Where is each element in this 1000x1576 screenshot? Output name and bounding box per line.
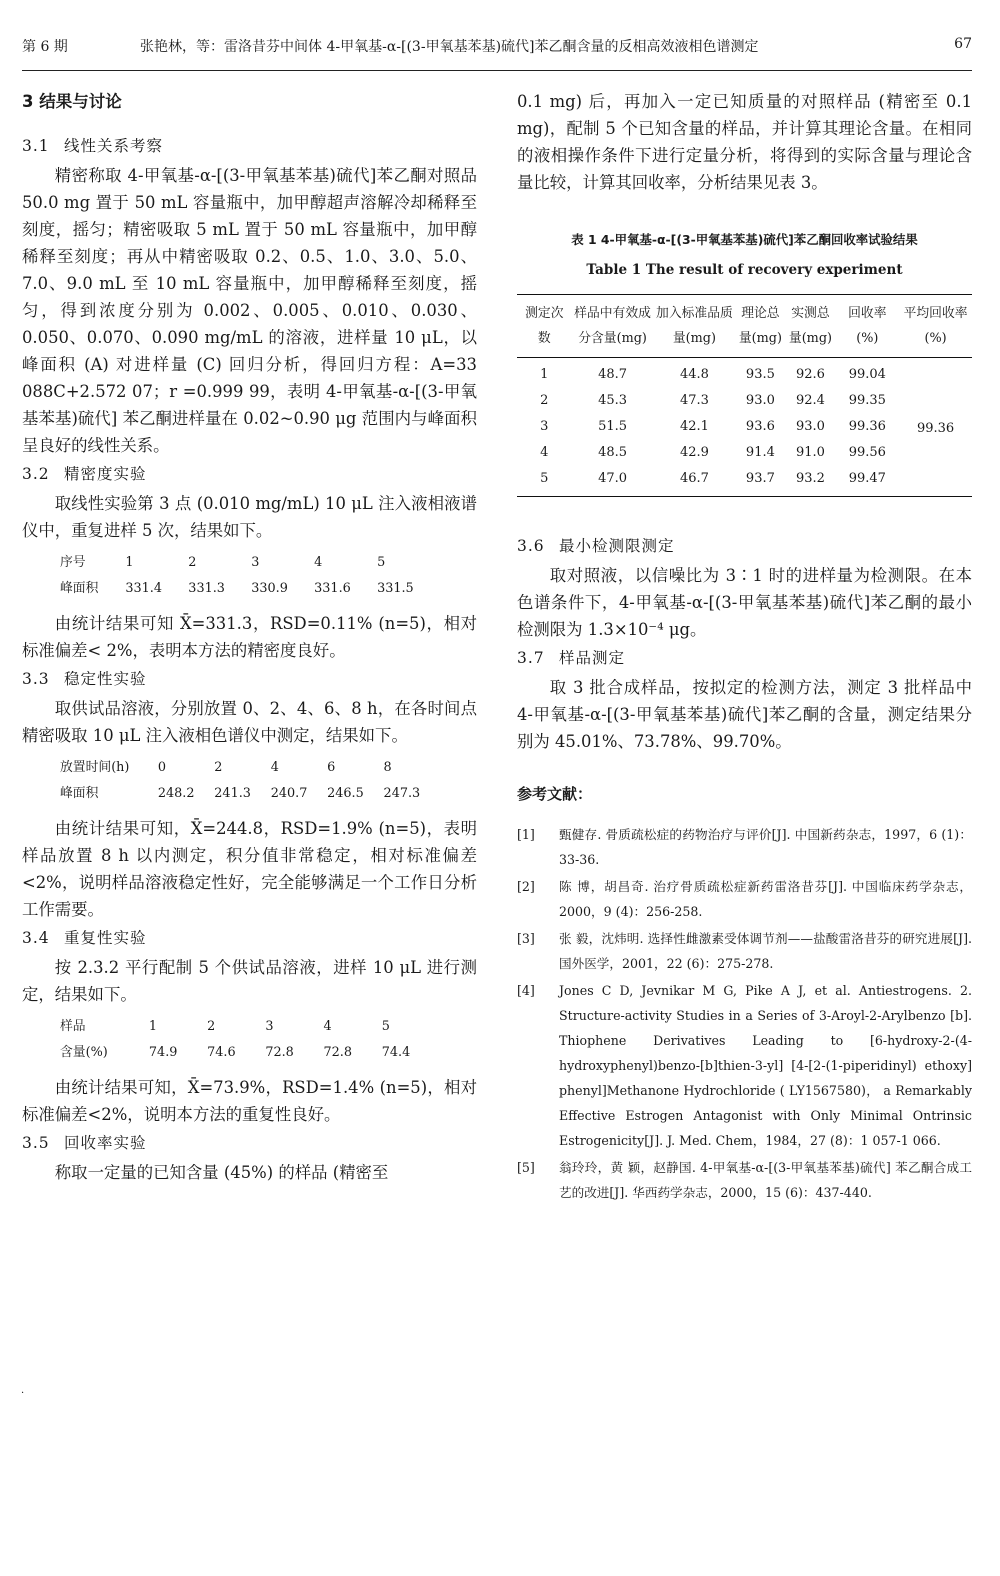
reference-item: [2] 陈 博，胡昌奇. 治疗骨质疏松症新药雷洛昔芬[J]. 中国临床药学杂志，2000，9 (4)：256-258.	[517, 879, 972, 919]
col-header-measured-total: 实测总量(mg)	[785, 295, 835, 358]
precision-paragraph: 取线性实验第 3 点 (0.010 mg/mL) 10 μL 注入液相液谱仪中，重复进样 5 次，结果如下。	[22, 494, 477, 540]
recovery-paragraph-continued: 0.1 mg) 后，再加入一定已知质量的对照样品 (精密至 0.1 mg)，配制 5 个已知含量的样品，并计算其理论含量。在相同的液相操作条件下进行定量分析，将得到的实际含量与理论含量比较，计算其回收率，分析结果见表 3。	[517, 92, 972, 192]
col-header-recovery: 回收率(%)	[835, 295, 899, 358]
table-row: 2 45.3 47.3 93.0 92.4 99.35	[540, 393, 886, 408]
table-row: 4 48.5 42.9 91.4 91.0 99.56	[540, 445, 886, 460]
reference-item: [3] 张 毅，沈炜明. 选择性雌激素受体调节剂——盐酸雷洛昔芬的研究进展[J]. 国外医学，2001，22 (6)：275-278.	[517, 931, 972, 971]
subsection-3-5-heading: 3.5 回收率实验	[22, 1134, 147, 1152]
recovery-paragraph-start: 称取一定量的已知含量 (45%) 的样品 (精密至	[54, 1163, 389, 1182]
subsection-3-3-heading: 3.3 稳定性实验	[22, 670, 147, 688]
col-header-run: 测定次数	[517, 295, 572, 358]
running-title: 张艳林，等：雷洛昔芬中间体 4-甲氧基-α-[(3-甲氧基苯基)硫代]苯乙酮含量的反相高效液相色谱测定	[140, 39, 759, 55]
reference-item: [1] 甄健存. 骨质疏松症的药物治疗与评价[J]. 中国新药杂志，1997，6 (1)：33-36.	[517, 827, 972, 867]
subsection-3-1-heading: 3.1 线性关系考察	[22, 137, 164, 155]
stability-data-table: 放置时间(h) 0 2 4 6 8 峰面积 248.2 241.3 240.7 246.5 247.3	[60, 760, 421, 801]
linearity-paragraph: 精密称取 4-甲氧基-α-[(3-甲氧基苯基)硫代]苯乙酮对照品 50.0 mg 置于 50 mL 容量瓶中，加甲醇超声溶解冷却稀释至刻度，摇匀；精密吸取 5 mL 置于 50 mL 容量瓶中，加甲醇稀释至刻度；再从中精密吸取 0.2、0.5、1.0、3.0、5.0、7.0、9.0 mL 至 10 mL 容量瓶中，加甲醇稀释至刻度，摇匀，得到浓度分别为 0.002、0.005、0.010、0.030、0.050、0.070、0.090 mg/mL 的溶液，进样量 10 μL，以峰面积 (A) 对进样量 (C) 回归分析，得回归方程：A=33 088C+2.572 07；r =0.999 99，表明 4-甲氧基-α-[(3-甲氧基苯基)硫代] 苯乙酮进样量在 0.02~0.90 μg 范围内与峰面积呈良好的线性关系。	[22, 166, 477, 455]
table-row: 3 51.5 42.1 93.6 93.0 99.36	[540, 419, 886, 434]
repeatability-paragraph: 按 2.3.2 平行配制 5 个供试品溶液，进样 10 μL 进行测定，结果如下。	[22, 958, 477, 1004]
stability-paragraph: 取供试品溶液，分别放置 0、2、4、6、8 h，在各时间点精密吸取 10 μL 注入液相色谱仪中测定，结果如下。	[22, 699, 477, 745]
table-caption-en: Table 1 The result of recovery experiment	[586, 262, 903, 278]
col-header-added-standard: 加入标准品质量(mg)	[653, 295, 735, 358]
table-caption-cn: 表 1 4-甲氧基-α-[(3-甲氧基苯基)硫代]苯乙酮回收率试验结果	[571, 232, 918, 247]
subsection-3-6-heading: 3.6 最小检测限测定	[517, 537, 675, 555]
sample-determination-paragraph: 取 3 批合成样品，按拟定的检测方法，测定 3 批样品中 4-甲氧基-α-[(3-甲氧基苯基)硫代]苯乙酮的含量，测定结果分别为 45.01%、73.78%、99.70%。	[517, 678, 972, 751]
references-heading: 参考文献：	[517, 785, 593, 803]
subsection-3-2-heading: 3.2 精密度实验	[22, 465, 147, 483]
col-header-theoretical-total: 理论总量(mg)	[735, 295, 785, 358]
subsection-3-4-heading: 3.4 重复性实验	[22, 929, 147, 947]
section-heading: 3 结果与讨论	[22, 92, 122, 111]
repeatability-result: 由统计结果可知，X̄=73.9%，RSD=1.4% (n=5)，相对标准偏差<2%，说明本方法的重复性良好。	[22, 1078, 477, 1124]
recovery-table	[517, 294, 972, 497]
table-header-row	[517, 295, 972, 358]
subsection-3-7-heading: 3.7 样品测定	[517, 649, 626, 667]
table-row: 5 47.0 46.7 93.7 93.2 99.47	[540, 471, 886, 486]
left-column	[22, 88, 477, 1186]
precision-result: 由统计结果可知 X̄=331.3，RSD=0.11% (n=5)，相对标准偏差< 2%，表明本方法的精密度良好。	[22, 614, 477, 660]
margin-dot: ·	[21, 1388, 25, 1399]
repeatability-data-table: 样品 1 2 3 4 5 含量(%) 74.9 74.6 72.8 72.8 74.4	[60, 1019, 411, 1060]
col-header-sample-content: 样品中有效成分含量(mg)	[572, 295, 654, 358]
right-column	[517, 88, 972, 1207]
detection-limit-paragraph: 取对照液，以信噪比为 3∶1 时的进样量为检测限。在本色谱条件下，4-甲氧基-α-[(3-甲氧基苯基)硫代]苯乙酮的最小检测限为 1.3×10⁻⁴ μg。	[517, 566, 972, 639]
table-row: 1 48.7 44.8 93.5 92.6 99.04 99.36	[517, 358, 972, 389]
running-header	[22, 30, 972, 71]
page-number: 67	[954, 36, 972, 52]
precision-data-table: 序号 1 2 3 4 5 峰面积 331.4 331.3 330.9 331.6 331.5	[60, 555, 414, 596]
stability-result: 由统计结果可知，X̄=244.8，RSD=1.9% (n=5)，表明样品放置 8 h 以内测定，积分值非常稳定，相对标准偏差<2%，说明样品溶液稳定性好，完全能够满足一个工作日分析工作需要。	[22, 819, 477, 919]
reference-item: [4] Jones C D, Jevnikar M G, Pike A J, et al. Antiestrogens. 2. Structure-activity Studies in a Series of 3-Aroyl-2-Arylbenzo [b]. Thiophene Derivatives Leading to [6-hydroxy-2-(4-hydroxyphenyl)benzo-[b]thien-3-yl] [4-[2-(1-piperidinyl) ethoxy] phenyl]Methanone Hydrochloride ( LY1567580)， a Remarkably Effective Estrogen Antagonist with Only Minimal Ontrinsic Estrogenicity[J]. J. Med. Chem，1984，27 (8)：1 057-1 066.	[517, 983, 972, 1148]
issue-label: 第 6 期	[22, 39, 68, 55]
col-header-average-recovery: 平均回收率(%)	[899, 295, 972, 358]
reference-item: [5] 翁玲玲，黄 颖，赵静国. 4-甲氧基-α-[(3-甲氧基苯基)硫代] 苯乙酮合成工艺的改进[J]. 华西药学杂志，2000，15 (6)：437-440.	[517, 1160, 972, 1200]
average-recovery-cell: 99.36	[916, 421, 955, 436]
